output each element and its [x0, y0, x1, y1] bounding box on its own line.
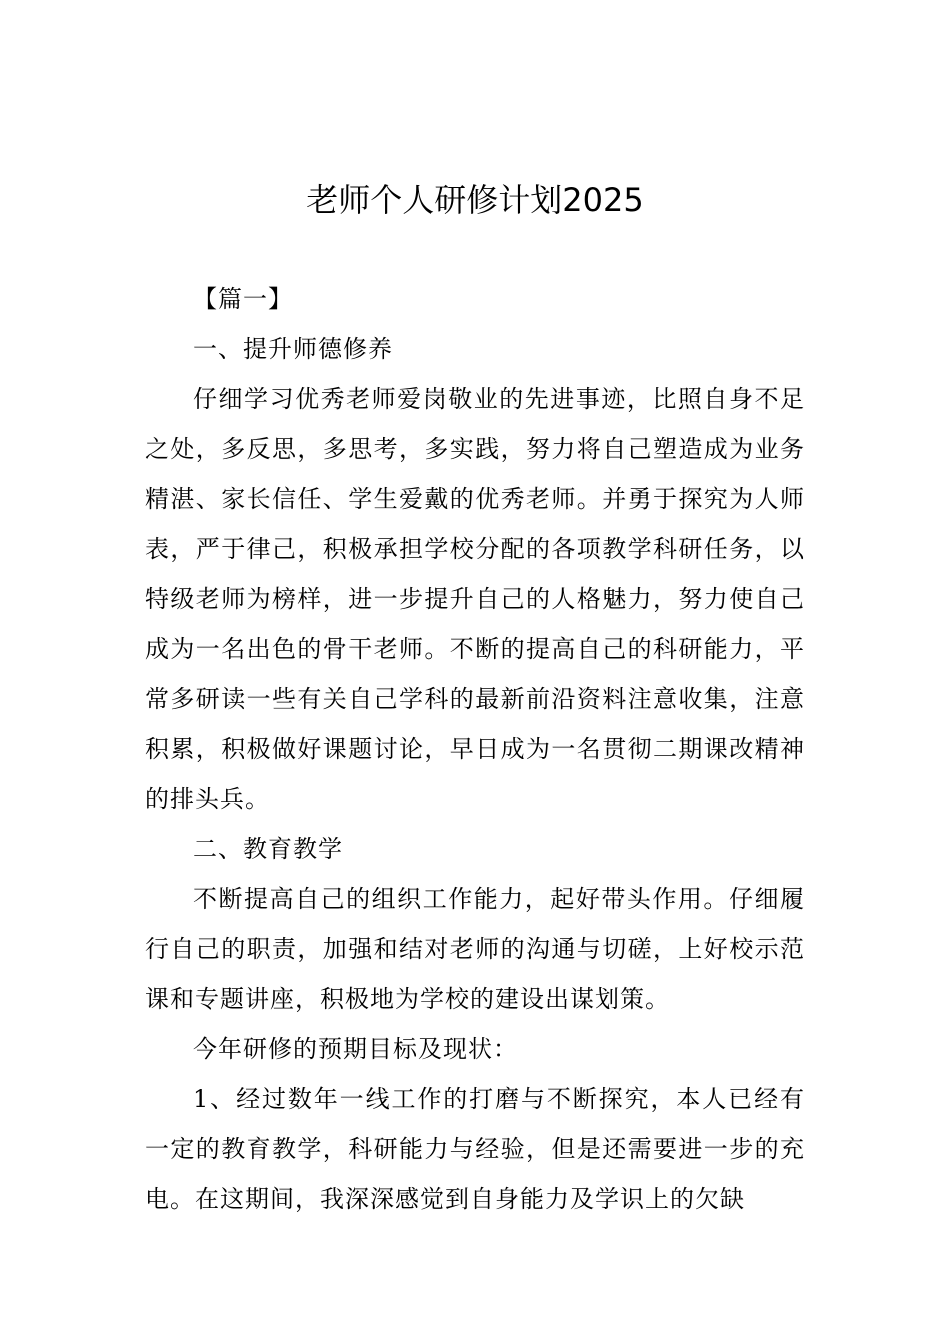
body-paragraph: 不断提高自己的组织工作能力，起好带头作用。仔细履行自己的职责，加强和结对老师的沟通与切磋，上好校示范课和专题讲座，积极地为学校的建设出谋划策。 [145, 885, 805, 1013]
section-label-pian-yi: 【篇一】 [193, 285, 293, 313]
body-paragraph: 今年研修的预期目标及现状： [193, 1035, 518, 1063]
heading-jiao-yu-jiao-xue: 二、教育教学 [193, 835, 343, 863]
document-title: 老师个人研修计划2025 [306, 181, 644, 219]
body-paragraph: 仔细学习优秀老师爱岗敬业的先进事迹，比照自身不足之处，多反思，多思考，多实践，努力将自己塑造成为业务精湛、家长信任、学生爱戴的优秀老师。并勇于探究为人师表，严于律己，积极承担学校分配的各项教学科研任务，以特级老师为榜样，进一步提升自己的人格魅力，努力使自己成为一名出色的骨干老师。不断的提高自己的科研能力，平常多研读一些有关自己学科的最新前沿资料注意收集，注意积累，积极做好课题讨论，早日成为一名贯彻二期课改精神的排头兵。 [145, 385, 805, 813]
document-body [145, 274, 805, 1224]
body-paragraph: 1、经过数年一线工作的打磨与不断探究，本人已经有一定的教育教学，科研能力与经验，但是还需要进一步的充电。在这期间，我深深感觉到自身能力及学识上的欠缺 [145, 1085, 805, 1213]
heading-ti-sheng-shi-de: 一、提升师德修养 [193, 335, 393, 363]
